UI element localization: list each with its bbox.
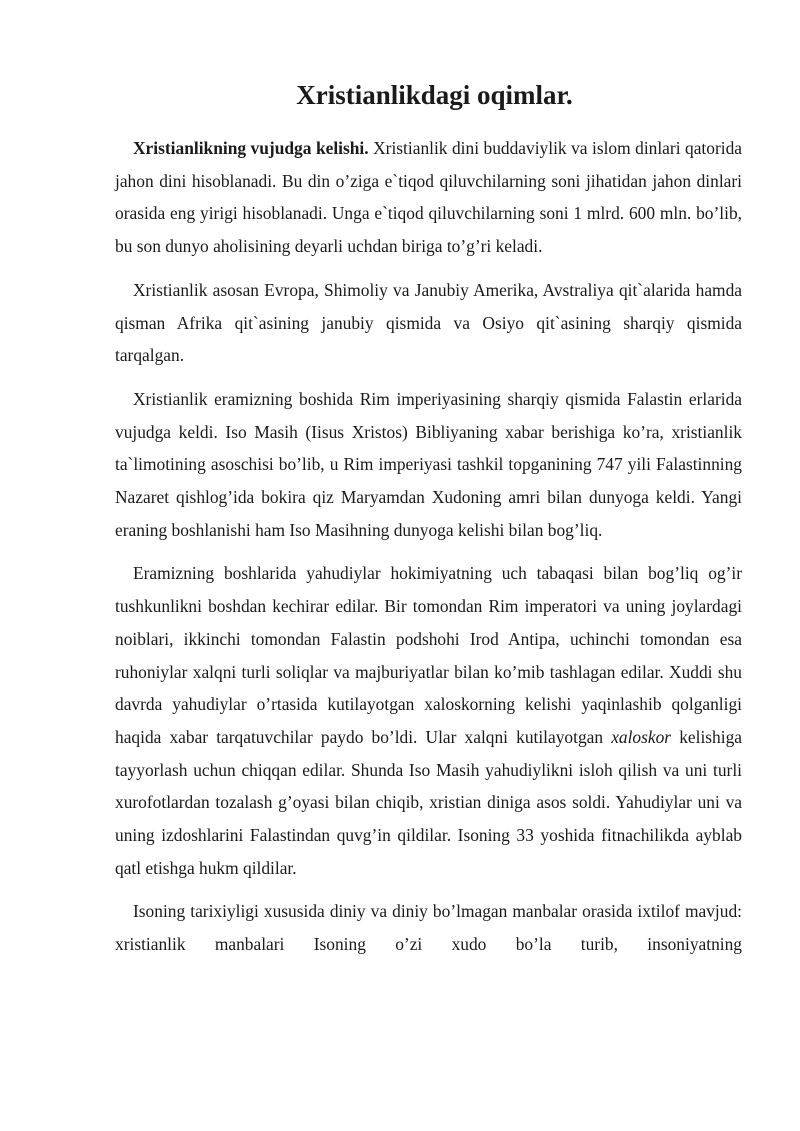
paragraph-historicity: Isoning tarixiyligi xususida diniy va diniy bo’lmagan manbalar orasida ixtilof mavjud: xristianlik manbalari Isoning o’zi xudo bo’la turib, insoniyatning xyxy=(115,901,742,955)
paragraph-emergence: Xristianlik eramizning boshida Rim imperiyasining sharqiy qismida Falastin erlarida vujudga keldi. Iso Masih (Iisus Xristos) Bibliyaning xabar berishiga ko’ra, xristianlik ta`limotining asoschisi bo’lib, u Rim imperiyasi tashkil topganining 747 yili Falastinning Nazaret qishlog’ida bokira qiz Maryamdan Xudoning amri bilan dunyoga keldi. Yangi eraning boshlanishi ham Iso Masihning dunyoga kelishi bilan bog’liq. xyxy=(115,388,742,540)
paragraph-origin xyxy=(115,132,742,263)
paragraph-text-before: Eramizning boshlarida yahudiylar hokimiyatning uch tabaqasi bilan bog’liq og’ir tushkunlikni boshdan kechirar edilar. Bir tomondan Rim imperatori va uning joylardagi noiblari, ikkinchi tomondan Falastin podshohi Irod Antipa, uchinchi tomondan esa ruhoniylar xalqni turli soliqlar va majburiyatlar bilan ko’mib tashlagan edilar. Xuddi shu davrda yahudiylar o’rtasida kutilayotgan xaloskorning kelishi yaqinlashib qolganligi haqida xabar tarqatuvchilar paydo bo’ldi. Ular xalqni kutilayotgan xyxy=(115,563,742,747)
paragraph-text-after: kelishiga tayyorlash uchun chiqqan edilar. Shunda Iso Masih yahudiylikni isloh qilish va uni turli xurofotlardan tozalash g’oyasi bilan chiqib, xristian diniga asos soldi. Yahudiylar uni va uning izdoshlarini Falastindan quvg’in qildilar. Isoning 33 yoshida fitnachilikda ayblab qatl etishga hukm qildilar. xyxy=(115,726,742,878)
paragraph-lead-heading: Xristianlikning vujudga kelishi. xyxy=(133,138,369,158)
document-title: Xristianlikdagi oqimlar. xyxy=(296,80,573,110)
paragraph-history xyxy=(115,557,742,884)
paragraph-spread: Xristianlik asosan Evropa, Shimoliy va Janubiy Amerika, Avstraliya qit`alarida hamda qisman Afrika qit`asining janubiy qismida va Osiyo qit`asining sharqiy qismida tarqalgan. xyxy=(115,279,742,366)
paragraph-text: Xristianlik dini buddaviylik va islom dinlari qatorida jahon dini hisoblanadi. Bu din o’ziga e`tiqod qiluvchilarning soni jihatidan jahon dinlari orasida eng yirigi hisoblanadi. Unga e`tiqod qiluvchilarning soni 1 mlrd. 600 mln. bo’lib, bu son dunyo aholisining deyarli uchdan biriga to’g’ri keladi. xyxy=(115,138,742,257)
paragraph-italic-term: xaloskor xyxy=(611,726,672,747)
